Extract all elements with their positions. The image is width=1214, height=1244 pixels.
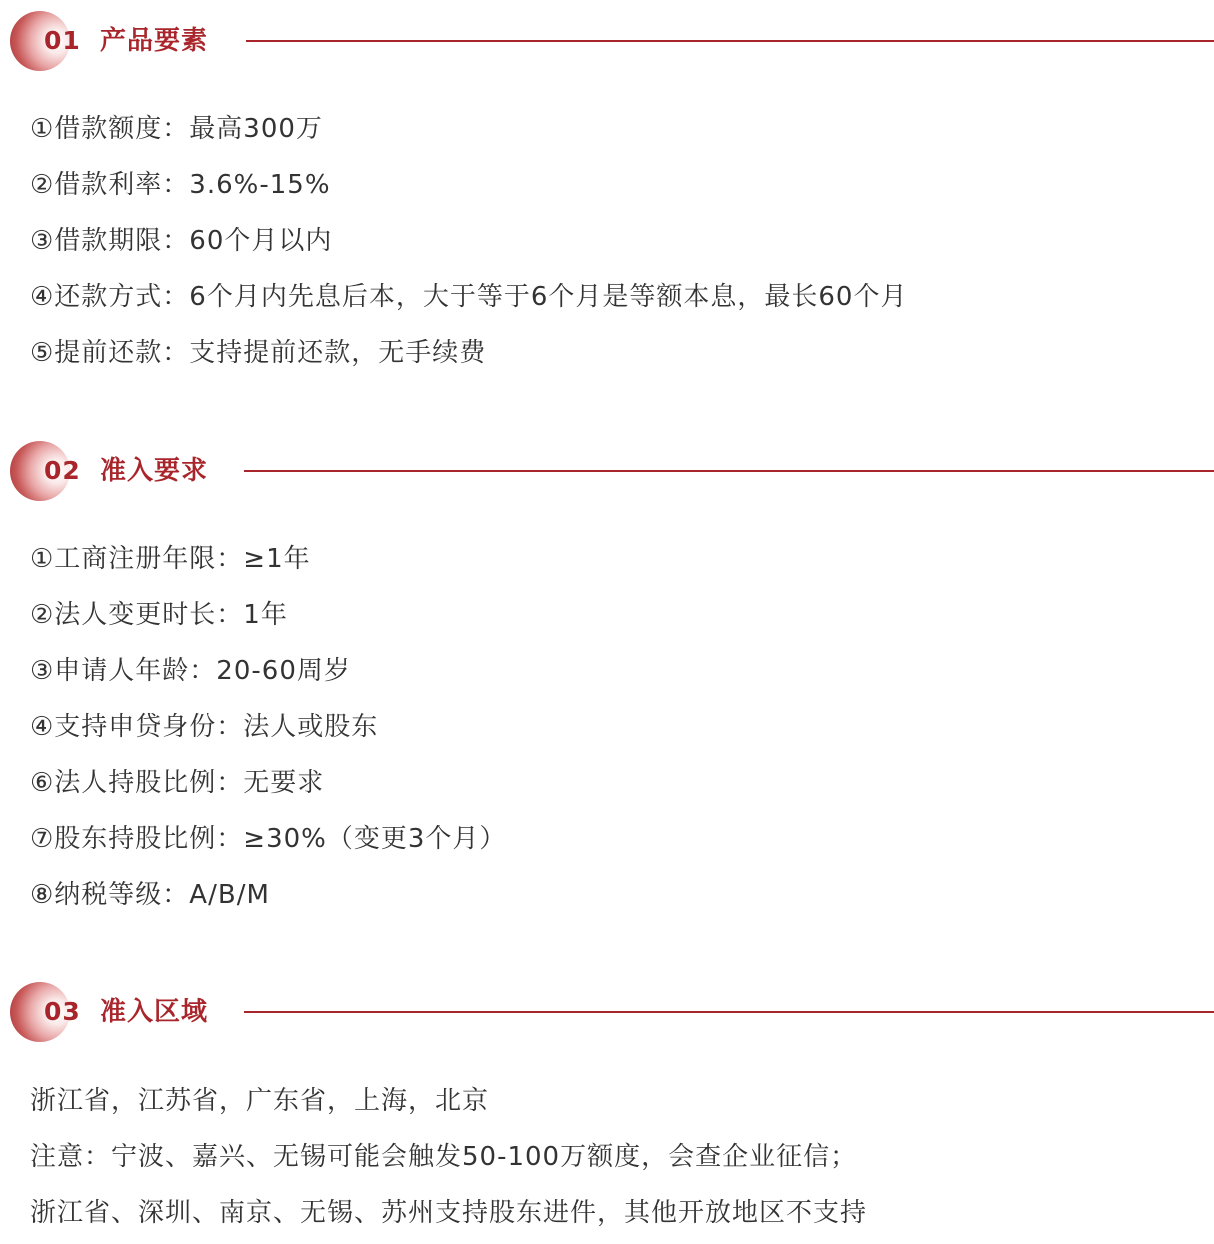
section-title: 准入区域 bbox=[100, 997, 209, 1027]
requirements-list bbox=[30, 531, 506, 923]
list-item: ②法人变更时长：1年 bbox=[30, 600, 288, 630]
section-header-product bbox=[0, 9, 1214, 73]
section-number: 03 bbox=[44, 997, 81, 1026]
list-item: ①借款额度：最高300万 bbox=[30, 114, 323, 144]
regions-list bbox=[30, 1073, 867, 1241]
section-divider bbox=[244, 1011, 1214, 1013]
list-item: ⑥法人持股比例：无要求 bbox=[30, 768, 325, 798]
list-item: 注意：宁波、嘉兴、无锡可能会触发50-100万额度，会查企业征信； bbox=[30, 1142, 858, 1172]
list-item: ⑤提前还款：支持提前还款，无手续费 bbox=[30, 338, 487, 368]
section-divider bbox=[244, 470, 1214, 472]
section-title: 产品要素 bbox=[100, 26, 209, 56]
list-item: ⑦股东持股比例：≥30%（变更3个月） bbox=[30, 824, 507, 854]
list-item: 浙江省，江苏省，广东省，上海，北京 bbox=[30, 1086, 490, 1116]
section-number: 02 bbox=[44, 456, 81, 485]
list-item: 浙江省、深圳、南京、无锡、苏州支持股东进件，其他开放地区不支持 bbox=[30, 1198, 868, 1228]
list-item: ②借款利率：3.6%-15% bbox=[30, 170, 331, 200]
section-number: 01 bbox=[44, 26, 81, 55]
list-item: ④支持申贷身份：法人或股东 bbox=[30, 712, 379, 742]
list-item: ③申请人年龄：20-60周岁 bbox=[30, 656, 351, 686]
section-header-regions bbox=[0, 980, 1214, 1044]
section-title: 准入要求 bbox=[100, 456, 209, 486]
section-divider bbox=[246, 40, 1214, 42]
list-item: ③借款期限：60个月以内 bbox=[30, 226, 333, 256]
list-item: ④还款方式：6个月内先息后本，大于等于6个月是等额本息，最长60个月 bbox=[30, 282, 908, 312]
section-header-requirements bbox=[0, 439, 1214, 503]
list-item: ①工商注册年限：≥1年 bbox=[30, 544, 311, 574]
product-elements-list bbox=[30, 101, 907, 381]
list-item: ⑧纳税等级：A/B/M bbox=[30, 880, 270, 910]
